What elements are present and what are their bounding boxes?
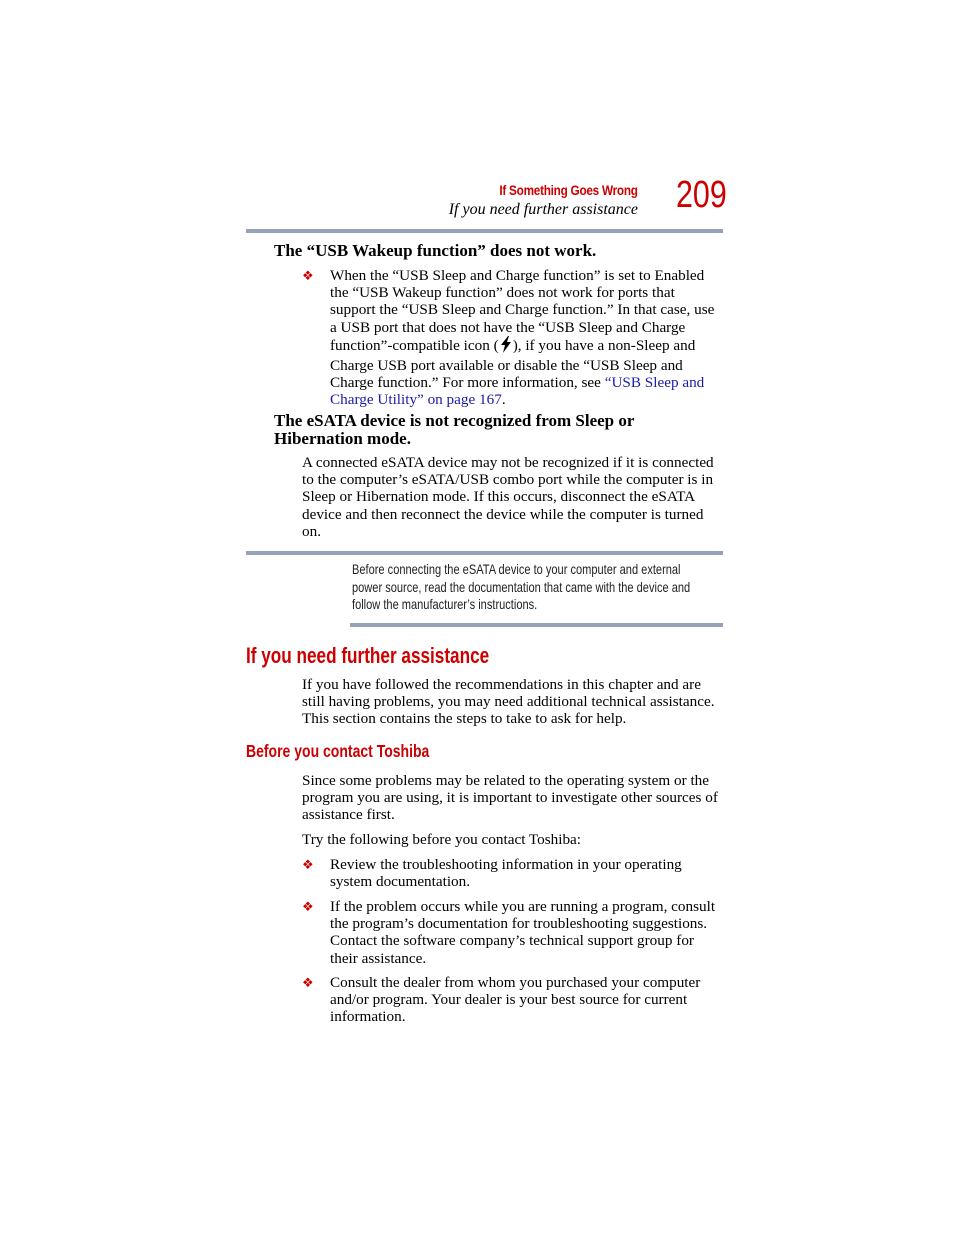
list-item: Review the troubleshooting information in your operating system documentation.: [330, 856, 682, 891]
lightning-bolt-icon: [500, 336, 512, 357]
diamond-bullet-icon: ❖: [302, 268, 314, 283]
note-rule-bottom: [350, 623, 723, 627]
usb-sleep-charge-link[interactable]: “USB Sleep and Charge Utility” on page 167: [330, 374, 705, 409]
diamond-bullet-icon: ❖: [302, 975, 314, 990]
header-rule: [246, 229, 723, 233]
usb-wakeup-bullet: When the “USB Sleep and Charge function” is set to Enabled the “USB Wakeup function” does not work for ports that support the “USB Sleep and Charge function.” In that case, use a USB port that does not have the “USB Sleep and Charge function”-compatible icon ( ), if you have a non-Sleep and Charge USB port available or disable the “USB Sleep and Charge function.” For more information, see “USB Sleep and Charge Utility” on page 167.: [330, 267, 715, 409]
before-contact-heading: Before you contact Toshiba: [246, 741, 430, 761]
further-assistance-body: If you have followed the recommendations in this chapter and are still having problems, you may need additional technical assistance. This section contains the steps to take to ask for help.: [302, 676, 715, 728]
list-item: Consult the dealer from whom you purchased your computer and/or program. Your dealer is your best source for current information.: [330, 974, 701, 1026]
before-contact-para2: Try the following before you contact Toshiba:: [302, 831, 582, 848]
esata-heading: The eSATA device is not recognized from Sleep or Hibernation mode.: [274, 411, 635, 448]
esata-body: A connected eSATA device may not be recognized if it is connected to the computer’s eSATA/USB combo port while the computer is in Sleep or Hibernation mode. If this occurs, disconnect the eSATA device and then reconnect the device while the computer is turned on.: [302, 454, 714, 540]
list-item: If the problem occurs while you are running a program, consult the program’s documentation for troubleshooting suggestions. Contact the software company’s technical support group for their assistance.: [330, 898, 716, 967]
diamond-bullet-icon: ❖: [302, 857, 314, 872]
note-rule-top: [246, 551, 723, 555]
running-header-chapter: If Something Goes Wrong: [499, 182, 638, 198]
further-assistance-heading: If you need further assistance: [246, 643, 490, 668]
note-text: Before connecting the eSATA device to your computer and external power source, read the documentation that came with the device and follow the manufacturer’s instructions.: [352, 561, 691, 612]
page-number: 209: [676, 174, 727, 216]
running-header-section: If you need further assistance: [448, 201, 638, 218]
diamond-bullet-icon: ❖: [302, 899, 314, 914]
usb-wakeup-heading: The “USB Wakeup function” does not work.: [274, 241, 597, 260]
before-contact-para1: Since some problems may be related to the operating system or the program you are using, it is important to investigate other sources of assistance first.: [302, 772, 718, 824]
